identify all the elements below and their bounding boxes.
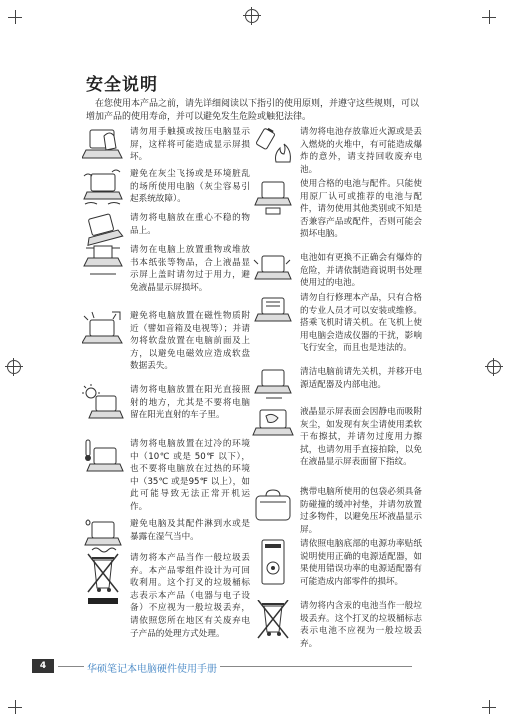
magnetic-laptop-icon	[82, 310, 124, 350]
airplane-laptop-icon	[252, 292, 294, 332]
safety-item: 请勿在电脑上放置重物或堆放书本纸张等物品，合上液晶显示屏上盖时请勿过于用力，避免液晶显示屏损坏。	[82, 244, 250, 294]
safety-item: 请勿将电池存放靠近火源或是丢入燃烧的火堆中，有可能造成爆炸的意外，请支持回收废弃电池。	[252, 126, 422, 176]
registration-mark	[245, 9, 259, 23]
crossed-bin-icon	[82, 552, 124, 612]
safety-item: 请勿将电脑放置在过冷的环境中（10℃ 或是 50℉ 以下），也不要将电脑放在过热的环境中（35℃ 或是95℉ 以上），如此可能导致无法正常开机运作。	[82, 438, 250, 514]
sunlight-laptop-icon	[82, 384, 124, 424]
safety-item: 电池如有更换不正确会有爆炸的危险，并请依制造商说明书处理使用过的电池。	[252, 252, 422, 292]
safety-item: 请勿将内含汞的电池当作一般垃圾丢弃。这个打叉的垃圾桶标志表示电池不应视为一般垃圾丢弃。	[252, 600, 422, 650]
crop-mark	[482, 700, 496, 714]
safety-item: 请勿将电脑放置在阳光直接照射的地方，尤其是不要将电脑留在阳光直射的车子里。	[82, 384, 250, 424]
page-number: 4	[32, 659, 54, 673]
safety-item: 请勿自行修理本产品，只有合格的专业人员才可以安装或维修。搭乘飞机时请关机。在飞机上使用电脑会造成仪器的干扰，影响飞行安全，而且也是违法的。	[252, 292, 422, 355]
crop-mark	[8, 10, 22, 24]
crossed-bin-battery-icon	[252, 600, 294, 640]
battery-warning-laptop-icon	[252, 252, 294, 292]
battery-laptop-icon	[252, 178, 294, 218]
battery-fire-icon	[252, 126, 294, 166]
safety-item: 避免在灰尘飞扬或是环境脏乱的场所使用电脑（灰尘容易引起系统故障）。	[82, 168, 250, 208]
safety-item: 请勿将本产品当作一般垃圾丢弃。本产品零组件设计为可回收利用。这个打叉的垃圾桶标志表示本产品（电器与电子设备）不应视为一般垃圾丢弃，请依照您所在地区有关废弃电子产品的处理方式处理。	[82, 552, 250, 640]
crop-mark	[8, 700, 22, 714]
safety-item: 请依照电脑底部的电源功率贴纸说明使用正确的电源适配器，如果使用错误功率的电源适配器有可能造成内部零件的损坏。	[252, 538, 422, 588]
heavy-object-laptop-icon	[82, 244, 124, 284]
registration-mark	[487, 360, 501, 374]
crop-mark	[482, 10, 496, 24]
safety-item: 请勿将电脑放在重心不稳的物品上。	[82, 212, 250, 252]
safety-item: 避免电脑及其配件淋到水或是暴露在湿气当中。	[82, 518, 250, 558]
page-title: 安全说明	[86, 75, 158, 95]
registration-mark	[7, 360, 21, 374]
hand-press-screen-icon	[82, 126, 124, 166]
safety-item: 清洁电脑前请先关机，并移开电源适配器及内部电池。	[252, 366, 422, 406]
cloth-wipe-laptop-icon	[252, 406, 294, 446]
cleaning-laptop-icon	[252, 366, 294, 406]
bag-laptop-icon	[252, 486, 294, 526]
temperature-laptop-icon	[82, 438, 124, 478]
safety-item: 请勿用手触摸或按压电脑显示屏，这样将可能造成显示屏损坏。	[82, 126, 250, 166]
manual-title: 华硕笔记本电脑硬件使用手册	[84, 660, 220, 675]
safety-item: 避免将电脑放置在磁性物质附近（譬如音箱及电视等）；并请勿将软盘放置在电脑前面及上方，以避免电磁效应造成软盘数据丢失。	[82, 310, 250, 373]
dust-laptop-icon	[82, 168, 124, 208]
intro-paragraph: 在您使用本产品之前，请先详细阅读以下指引的使用原则，并遵守这些规则，可以增加产品的使用寿命，并可以避免发生危险或触犯法律。	[86, 99, 420, 122]
safety-item: 使用合格的电池与配件。只能使用原厂认可或推荐的电池与配件，请勿使用其他类别或不知是否兼容产品或配件，否则可能会损坏电脑。	[252, 178, 422, 241]
safety-item: 携带电脑所使用的包袋必须具备防碰撞的缓冲衬垫，并请勿放置过多物件，以避免压坏液晶显示屏。	[252, 486, 422, 536]
safety-item: 液晶显示屏表面会因静电而吸附灰尘，如发现有灰尘请使用柔软干布擦拭，并请勿过度用力擦拭，也请勿用手直接拍除，以免在液晶显示屏表面留下指纹。	[252, 406, 422, 469]
power-rating-label-icon	[252, 538, 294, 588]
